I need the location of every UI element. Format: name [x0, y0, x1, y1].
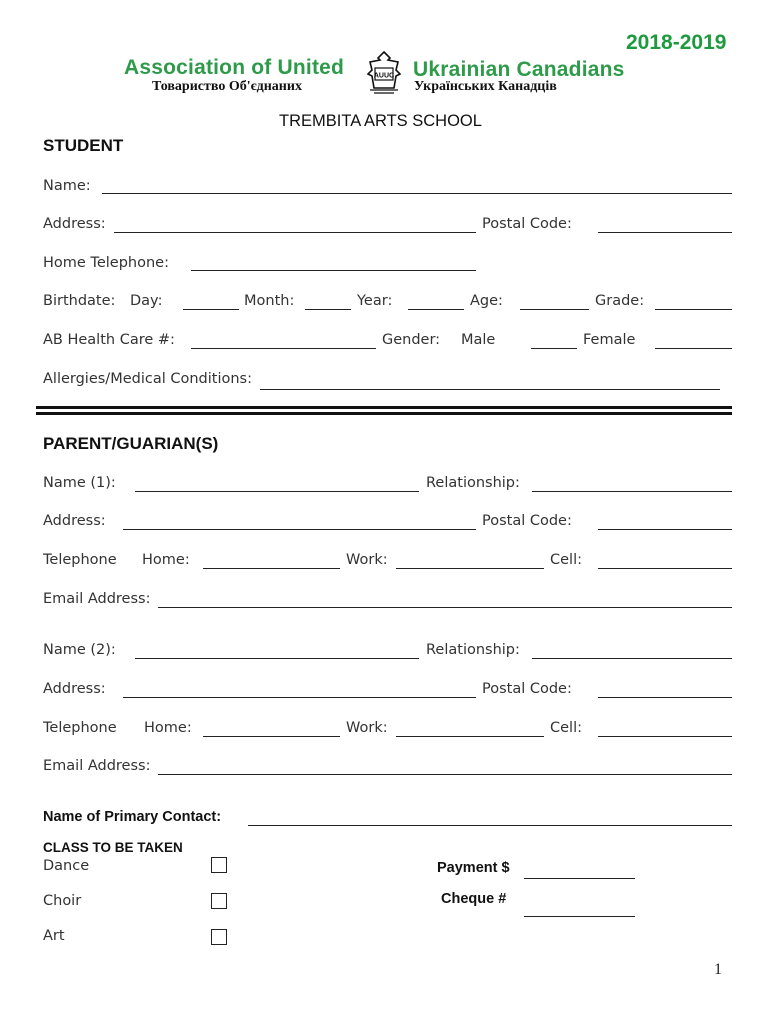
class-dance-checkbox[interactable]: [211, 857, 227, 873]
parent1-work-field[interactable]: [396, 568, 544, 569]
female-field[interactable]: [655, 348, 732, 349]
parent2-telephone-label: Telephone: [43, 720, 117, 736]
year-label: Year:: [357, 293, 393, 309]
parent2-name-label: Name (2):: [43, 642, 116, 658]
parent1-name-field[interactable]: [135, 491, 419, 492]
parent2-home-field[interactable]: [203, 736, 340, 737]
school-year: 2018-2019: [626, 31, 727, 54]
parent1-postal-field[interactable]: [598, 529, 732, 530]
student-heading: STUDENT: [43, 136, 124, 155]
parent1-address-label: Address:: [43, 513, 106, 529]
payment-field[interactable]: [524, 878, 635, 879]
parent1-relationship-field[interactable]: [532, 491, 732, 492]
parent1-cell-label: Cell:: [550, 552, 582, 568]
parent-heading: PARENT/GUARIAN(S): [43, 434, 219, 453]
day-field[interactable]: [183, 309, 239, 310]
primary-contact-label: Name of Primary Contact:: [43, 809, 222, 825]
student-address-label: Address:: [43, 216, 106, 232]
parent1-name-label: Name (1):: [43, 475, 116, 491]
parent1-home-field[interactable]: [203, 568, 340, 569]
parent1-address-field[interactable]: [123, 529, 476, 530]
logo-text-ukrainian-right: Українських Канадців: [414, 79, 557, 94]
parent2-postal-field[interactable]: [598, 697, 732, 698]
grade-label: Grade:: [595, 293, 645, 309]
male-label: Male: [461, 332, 496, 348]
birthdate-label: Birthdate:: [43, 293, 116, 309]
parent1-email-label: Email Address:: [43, 591, 151, 607]
parent2-name-field[interactable]: [135, 658, 419, 659]
student-postal-field[interactable]: [598, 232, 732, 233]
day-label: Day:: [130, 293, 163, 309]
parent2-email-label: Email Address:: [43, 758, 151, 774]
class-art-label: Art: [43, 928, 65, 944]
parent2-relationship-field[interactable]: [532, 658, 732, 659]
parent2-email-field[interactable]: [158, 774, 732, 775]
grade-field[interactable]: [655, 309, 732, 310]
parent2-home-label: Home:: [144, 720, 192, 736]
parent2-address-label: Address:: [43, 681, 106, 697]
student-address-field[interactable]: [114, 232, 476, 233]
age-label: Age:: [470, 293, 503, 309]
class-dance-label: Dance: [43, 858, 90, 874]
parent2-work-field[interactable]: [396, 736, 544, 737]
parent1-work-label: Work:: [346, 552, 388, 568]
parent2-cell-field[interactable]: [598, 736, 732, 737]
parent1-relationship-label: Relationship:: [426, 475, 520, 491]
primary-contact-field[interactable]: [248, 825, 732, 826]
parent1-email-field[interactable]: [158, 607, 732, 608]
female-label: Female: [583, 332, 636, 348]
male-field[interactable]: [531, 348, 577, 349]
auuc-emblem-icon: [360, 50, 408, 96]
age-field[interactable]: [520, 309, 589, 310]
logo-text-english-right: Ukrainian Canadians: [413, 58, 625, 81]
class-heading: CLASS TO BE TAKEN: [43, 840, 183, 855]
parent2-address-field[interactable]: [123, 697, 476, 698]
month-label: Month:: [244, 293, 295, 309]
logo-text-ukrainian-left: Товариство Об'єднаних: [152, 79, 302, 94]
parent2-work-label: Work:: [346, 720, 388, 736]
gender-label: Gender:: [382, 332, 441, 348]
year-field[interactable]: [408, 309, 464, 310]
page-number: 1: [714, 961, 722, 978]
student-name-field[interactable]: [102, 193, 732, 194]
parent1-cell-field[interactable]: [598, 568, 732, 569]
svg-text:AUUC: AUUC: [373, 72, 395, 80]
allergies-label: Allergies/Medical Conditions:: [43, 371, 252, 387]
section-divider-bottom: [36, 412, 732, 415]
school-title: TREMBITA ARTS SCHOOL: [279, 112, 482, 130]
parent2-cell-label: Cell:: [550, 720, 582, 736]
cheque-field[interactable]: [524, 916, 635, 917]
logo-text-english-left: Association of United: [124, 56, 345, 79]
student-name-label: Name:: [43, 178, 91, 194]
class-choir-label: Choir: [43, 893, 82, 909]
student-postal-label: Postal Code:: [482, 216, 572, 232]
cheque-label: Cheque #: [441, 891, 507, 907]
parent2-relationship-label: Relationship:: [426, 642, 520, 658]
class-art-checkbox[interactable]: [211, 929, 227, 945]
parent1-home-label: Home:: [142, 552, 190, 568]
health-care-field[interactable]: [191, 348, 376, 349]
home-telephone-field[interactable]: [191, 270, 476, 271]
home-telephone-label: Home Telephone:: [43, 255, 169, 271]
parent2-postal-label: Postal Code:: [482, 681, 572, 697]
allergies-field[interactable]: [260, 389, 720, 390]
parent1-telephone-label: Telephone: [43, 552, 117, 568]
health-care-label: AB Health Care #:: [43, 332, 175, 348]
class-choir-checkbox[interactable]: [211, 893, 227, 909]
payment-label: Payment $: [437, 860, 510, 876]
parent1-postal-label: Postal Code:: [482, 513, 572, 529]
month-field[interactable]: [305, 309, 351, 310]
section-divider-top: [36, 406, 732, 409]
